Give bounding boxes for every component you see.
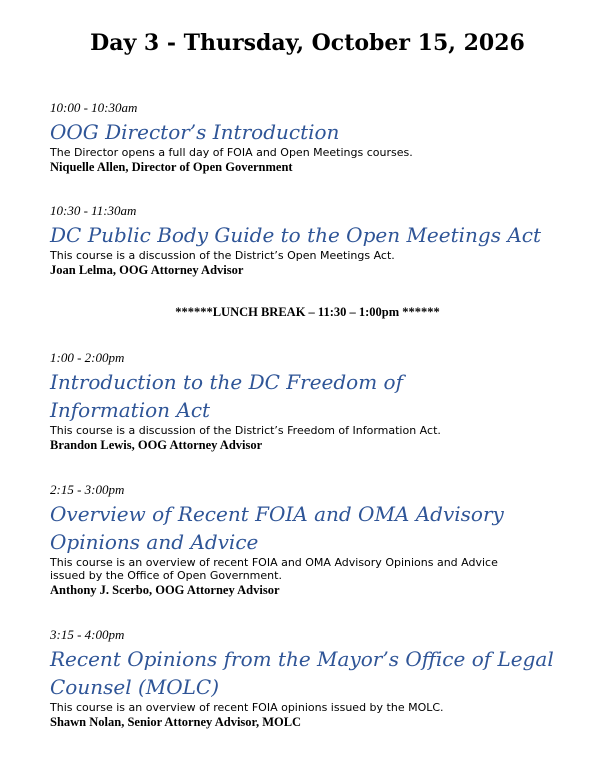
session-3 [50,350,580,453]
session-description [50,556,580,582]
session-description: This course is a discussion of the District’s Freedom of Information Act. [50,424,441,437]
session-title [50,368,580,424]
session-title-line: Recent Opinions from the Mayor’s Office of Legal [50,647,554,671]
session-time: 10:00 - 10:30am [50,100,138,115]
session-title-line: Overview of Recent FOIA and OMA Advisory [50,502,504,526]
session-description-line: This course is an overview of recent FOIA and OMA Advisory Opinions and Advice [50,556,498,569]
session-title [50,645,580,701]
session-5 [50,627,580,730]
session-description-line: issued by the Office of Open Government. [50,569,282,582]
session-title: DC Public Body Guide to the Open Meetings Act [50,223,542,247]
session-time: 10:30 - 11:30am [50,203,137,218]
session-presenter: Shawn Nolan, Senior Attorney Advisor, MOLC [50,715,302,729]
session-title-line: Opinions and Advice [50,530,259,554]
session-time: 1:00 - 2:00pm [50,350,125,365]
session-description: This course is a discussion of the District’s Open Meetings Act. [50,249,395,262]
session-presenter: Joan Lelma, OOG Attorney Advisor [50,263,244,277]
session-title [50,500,580,556]
session-title: OOG Director’s Introduction [50,120,340,144]
session-presenter: Brandon Lewis, OOG Attorney Advisor [50,438,263,452]
session-2 [50,203,580,278]
session-title-line: Introduction to the DC Freedom of [50,370,403,394]
session-title-line: Counsel (MOLC) [50,675,220,699]
session-1 [50,100,580,175]
session-presenter: Anthony J. Scerbo, OOG Attorney Advisor [50,583,280,597]
session-4 [50,482,580,598]
session-description: The Director opens a full day of FOIA and Open Meetings courses. [50,146,413,159]
session-title-line: Information Act [50,398,211,422]
session-description: This course is an overview of recent FOIA opinions issued by the MOLC. [50,701,444,714]
session-time: 3:15 - 4:00pm [50,627,125,642]
lunch-break-notice: ******LUNCH BREAK – 11:30 – 1:00pm ****** [175,305,440,319]
session-presenter: Niquelle Allen, Director of Open Government [50,160,293,174]
page-title: Day 3 - Thursday, October 15, 2026 [90,30,525,56]
session-time: 2:15 - 3:00pm [50,482,125,497]
